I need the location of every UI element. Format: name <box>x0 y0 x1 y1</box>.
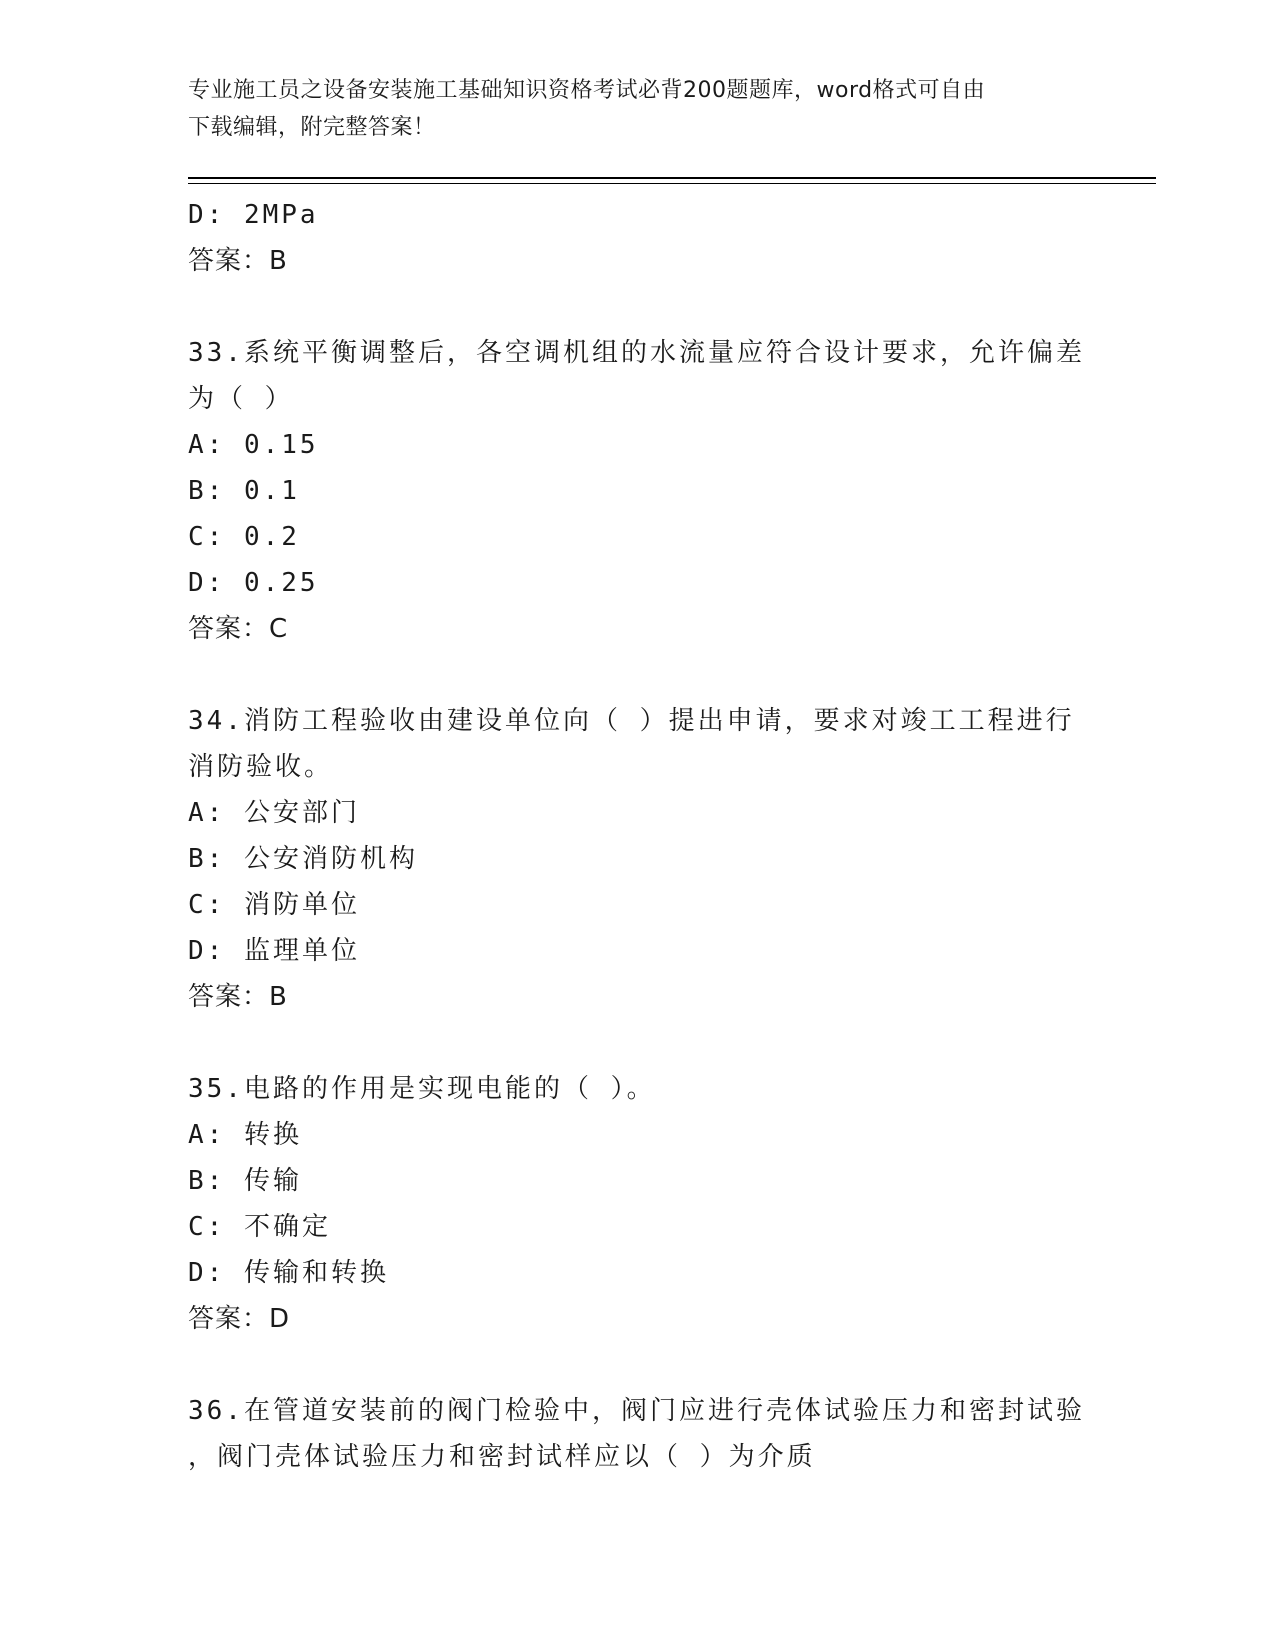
option-b: B: 0.1 <box>188 476 300 506</box>
question-34 <box>188 698 1088 1020</box>
option-b: B: 传输 <box>188 1166 302 1196</box>
answer-line: 答案：C <box>188 614 289 644</box>
question-35 <box>188 1066 1088 1342</box>
option-a: A: 公安部门 <box>188 798 360 828</box>
option-a: A: 0.15 <box>188 430 319 460</box>
answer-line: 答案：B <box>188 982 288 1012</box>
option-a: A: 转换 <box>188 1120 302 1150</box>
question-stem-cont: ，阀门壳体试验压力和密封试样应以（ ）为介质 <box>188 1442 816 1472</box>
document-body <box>188 192 1088 1480</box>
question-stem: 34.消防工程验收由建设单位向（ ）提出申请，要求对竣工工程进行 <box>188 706 1075 736</box>
option-d: D: 传输和转换 <box>188 1258 389 1288</box>
option-c: C: 不确定 <box>188 1212 331 1242</box>
option-d: D: 2MPa <box>188 200 319 230</box>
header-rule-thin <box>188 183 1156 184</box>
option-c: C: 消防单位 <box>188 890 360 920</box>
document-header <box>188 72 1088 146</box>
header-line-2: 下载编辑，附完整答案！ <box>188 115 436 140</box>
option-b: B: 公安消防机构 <box>188 844 418 874</box>
header-rule-thick <box>188 177 1156 179</box>
option-d: D: 监理单位 <box>188 936 360 966</box>
question-stem: 33.系统平衡调整后，各空调机组的水流量应符合设计要求，允许偏差 <box>188 338 1085 368</box>
question-stem-cont: 消防验收。 <box>188 752 334 782</box>
answer-line: 答案：D <box>188 1304 291 1334</box>
question-33 <box>188 330 1088 652</box>
question-36 <box>188 1388 1088 1480</box>
answer-line: 答案：B <box>188 246 288 276</box>
option-d: D: 0.25 <box>188 568 319 598</box>
question-stem: 36.在管道安装前的阀门检验中，阀门应进行壳体试验压力和密封试验 <box>188 1396 1085 1426</box>
header-line-1: 专业施工员之设备安装施工基础知识资格考试必背200题题库，word格式可自由 <box>188 78 986 103</box>
question-stem: 35.电路的作用是实现电能的（ ）。 <box>188 1074 656 1104</box>
option-c: C: 0.2 <box>188 522 300 552</box>
question-stem-cont: 为（ ） <box>188 384 294 414</box>
